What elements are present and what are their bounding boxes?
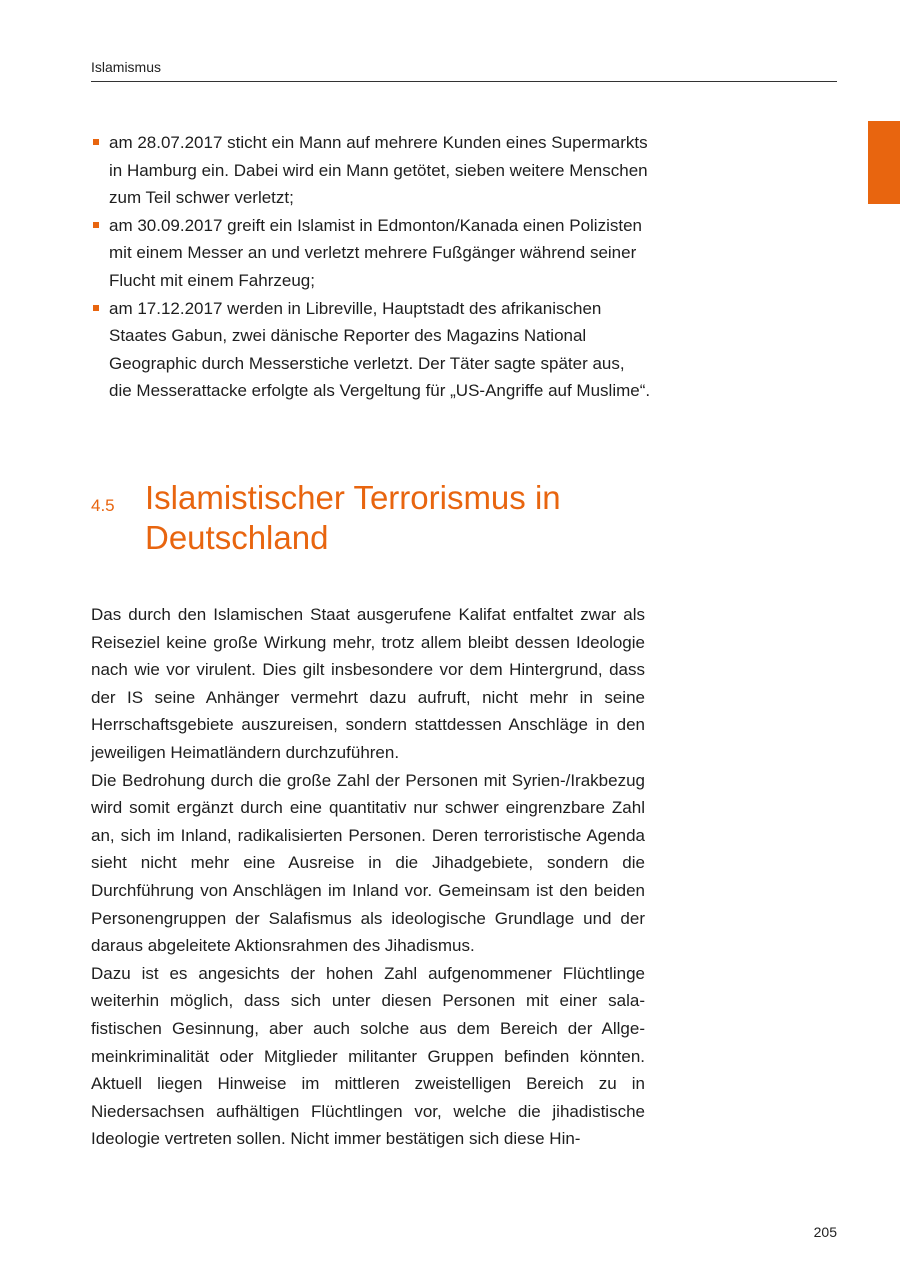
body-text — [91, 601, 645, 1153]
bullet-square-icon — [93, 139, 99, 145]
section-title: Islamistischer Terrorismus in Deutschland — [145, 479, 561, 556]
paragraph: Das durch den Islamischen Staat ausgerufene Kalifat entfaltet zwar als Reiseziel keine große Wirkung mehr, trotz allem bleibt dessen Ideologie nach wie vor virulent. Dies gilt insbesondere vor dem Hintergrund, dass der IS seine Anhänger vermehrt dazu aufruft, nicht mehr in seine Herrschaftsgebiete auszureisen, sondern stattdessen Anschläge in den jeweiligen Heimatländern durchzuführen. — [91, 605, 645, 762]
paragraph: Dazu ist es angesichts der hohen Zahl aufgenommener Flüchtlinge weiterhin möglich, dass sich unter diesen Personen mit einer salafistischen Gesinnung, aber auch solche aus dem Bereich der Allgemeinkriminalität oder Mitglieder militanter Gruppen befinden könnten. Aktuell liegen Hinweise im mittleren zweistelligen Bereich zu in Niedersachsen aufhältigen Flüchtlingen vor, welche die jihadistische Ideologie vertreten sollen. Nicht immer bestätigen sich diese Hin- — [91, 963, 645, 1149]
paragraph: Die Bedrohung durch die große Zahl der Personen mit Syrien-/Irakbezug wird somit ergänzt durch eine quantitativ nur schwer eingrenzbare Zahl an, sich im Inland, radikalisierten Personen. Deren terroristische Agenda sieht nicht mehr eine Ausreise in die Jihadgebiete, sondern die Durchführung von Anschlägen im Inland vor. Gemeinsam ist den beiden Personengruppen der Salafismus als ideologische Grundlage und der daraus abgeleitete Aktionsrahmen des Jihadismus. — [91, 770, 645, 956]
page-number: 205 — [813, 1224, 837, 1240]
bullet-list — [91, 129, 651, 405]
bullet-text: am 30.09.2017 greift ein Islamist in Edmonton/Kanada einen Polizisten mit einem Messer an und verletzt mehrere Fußgänger während seiner Flucht mit einem Fahrzeug; — [109, 215, 642, 290]
bullet-square-icon — [93, 222, 99, 228]
bullet-text: am 17.12.2017 werden in Libreville, Hauptstadt des afrikanischen Staates Gabun, zwei dänische Reporter des Magazins National Geographic durch Messerstiche verletzt. Der Täter sagte später aus, die Messerattacke erfolgte als Vergeltung für „US-Angriffe auf Muslime“. — [109, 298, 651, 401]
bullet-square-icon — [93, 305, 99, 311]
chapter-side-tab — [868, 121, 900, 204]
header-rule — [91, 81, 837, 82]
bullet-text: am 28.07.2017 sticht ein Mann auf mehrere Kunden eines Supermarkts in Hamburg ein. Dabei wird ein Mann getötet, sieben weitere Menschen zum Teil schwer verletzt; — [109, 133, 648, 208]
running-head-title: Islamismus — [91, 59, 162, 75]
section-number: 4.5 — [91, 496, 115, 515]
bullet-item — [91, 212, 651, 295]
bullet-item — [91, 295, 651, 405]
bullet-item — [91, 129, 651, 212]
